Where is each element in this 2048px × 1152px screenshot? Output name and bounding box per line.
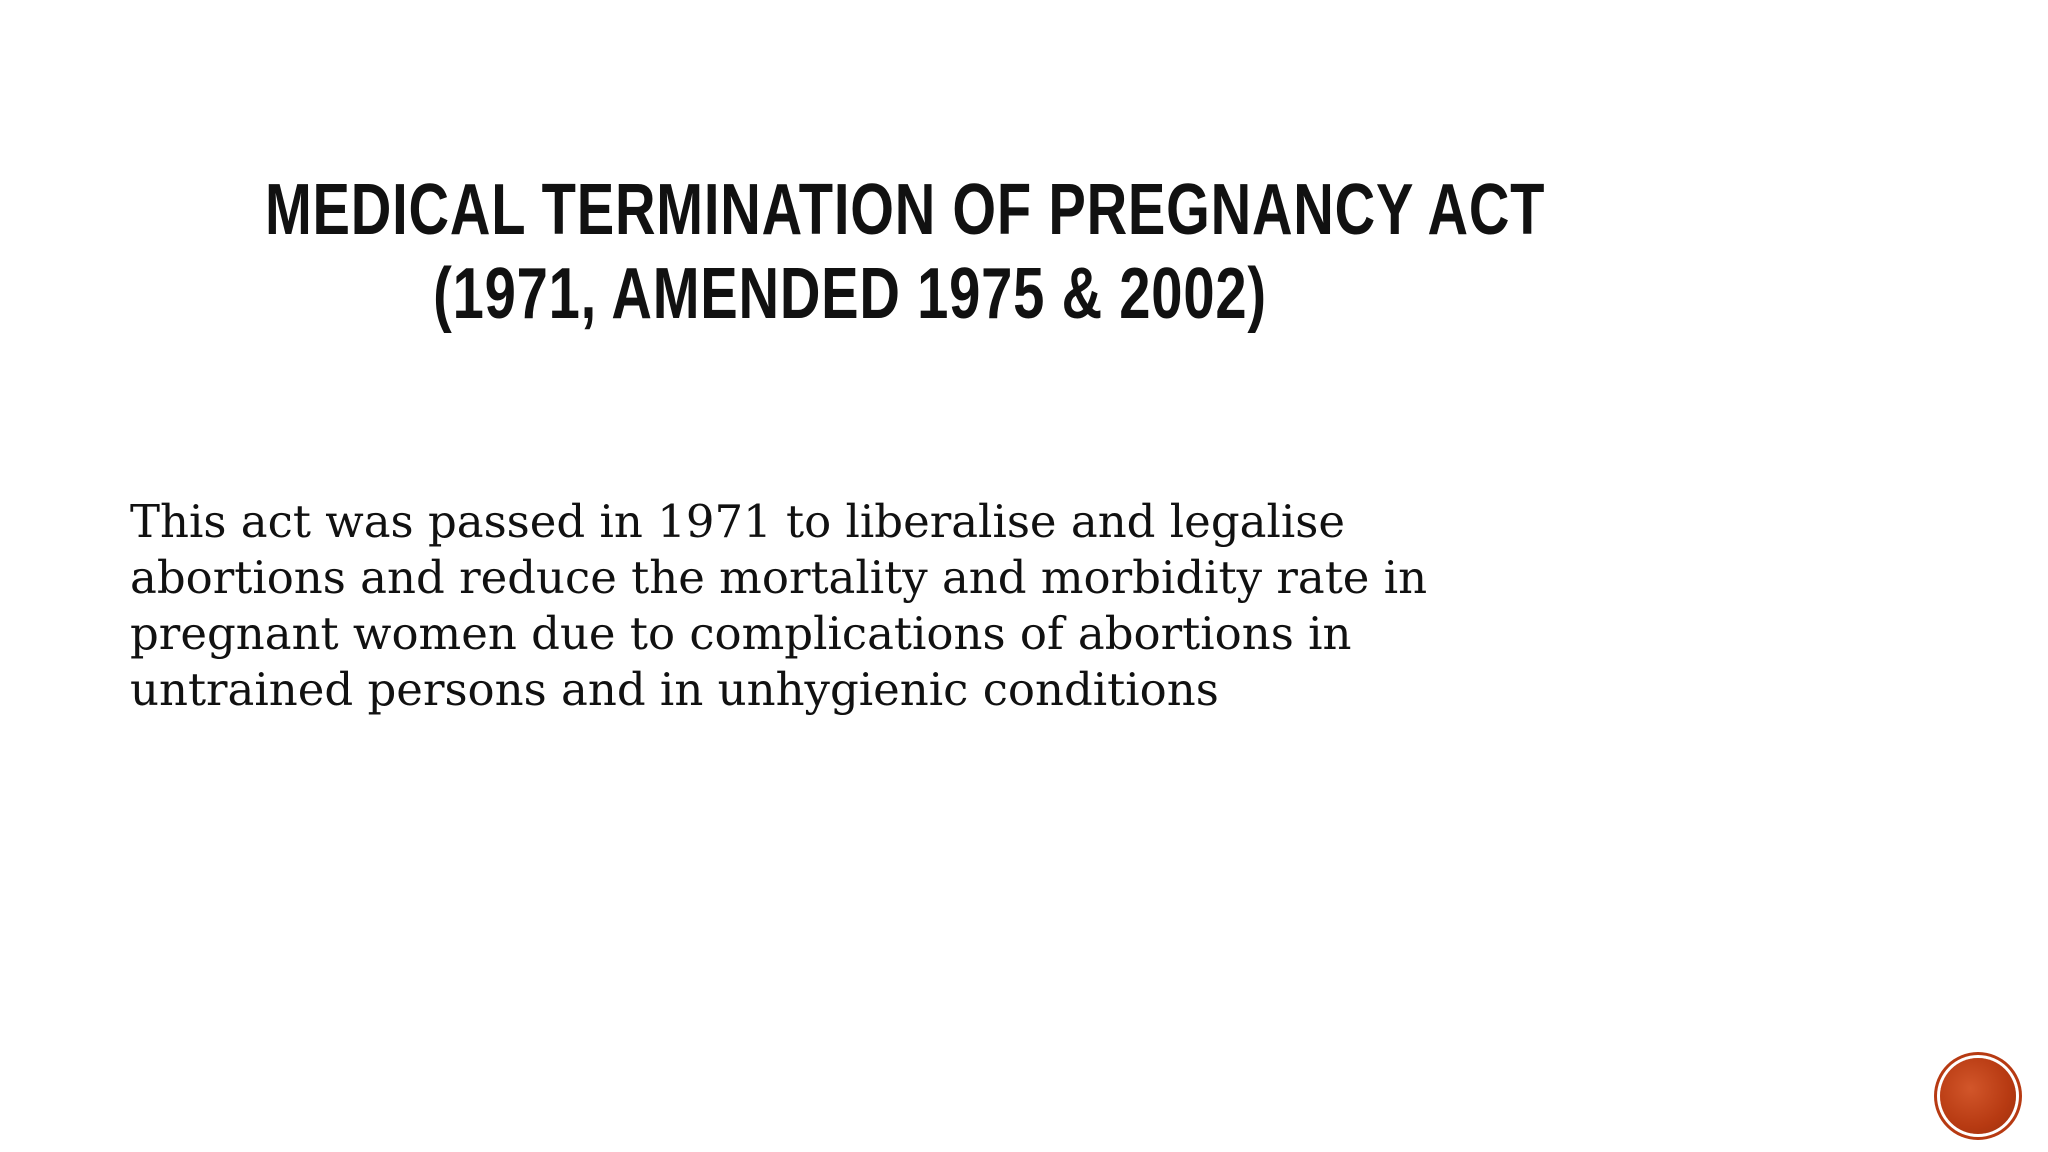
circle-badge-icon	[1940, 1058, 2016, 1134]
slide-title-line-2: (1971, AMENDED 1975 & 2002)	[433, 254, 1267, 334]
slide-title	[100, 168, 1600, 336]
slide-body-text: This act was passed in 1971 to liberalise and legalise abortions and reduce the mortality and morbidity rate in pregnant women due to complications of abortions in untrained persons and in unhygienic conditions	[130, 495, 1428, 716]
slide-title-line-1: MEDICAL TERMINATION OF PREGNANCY ACT	[265, 170, 1546, 250]
